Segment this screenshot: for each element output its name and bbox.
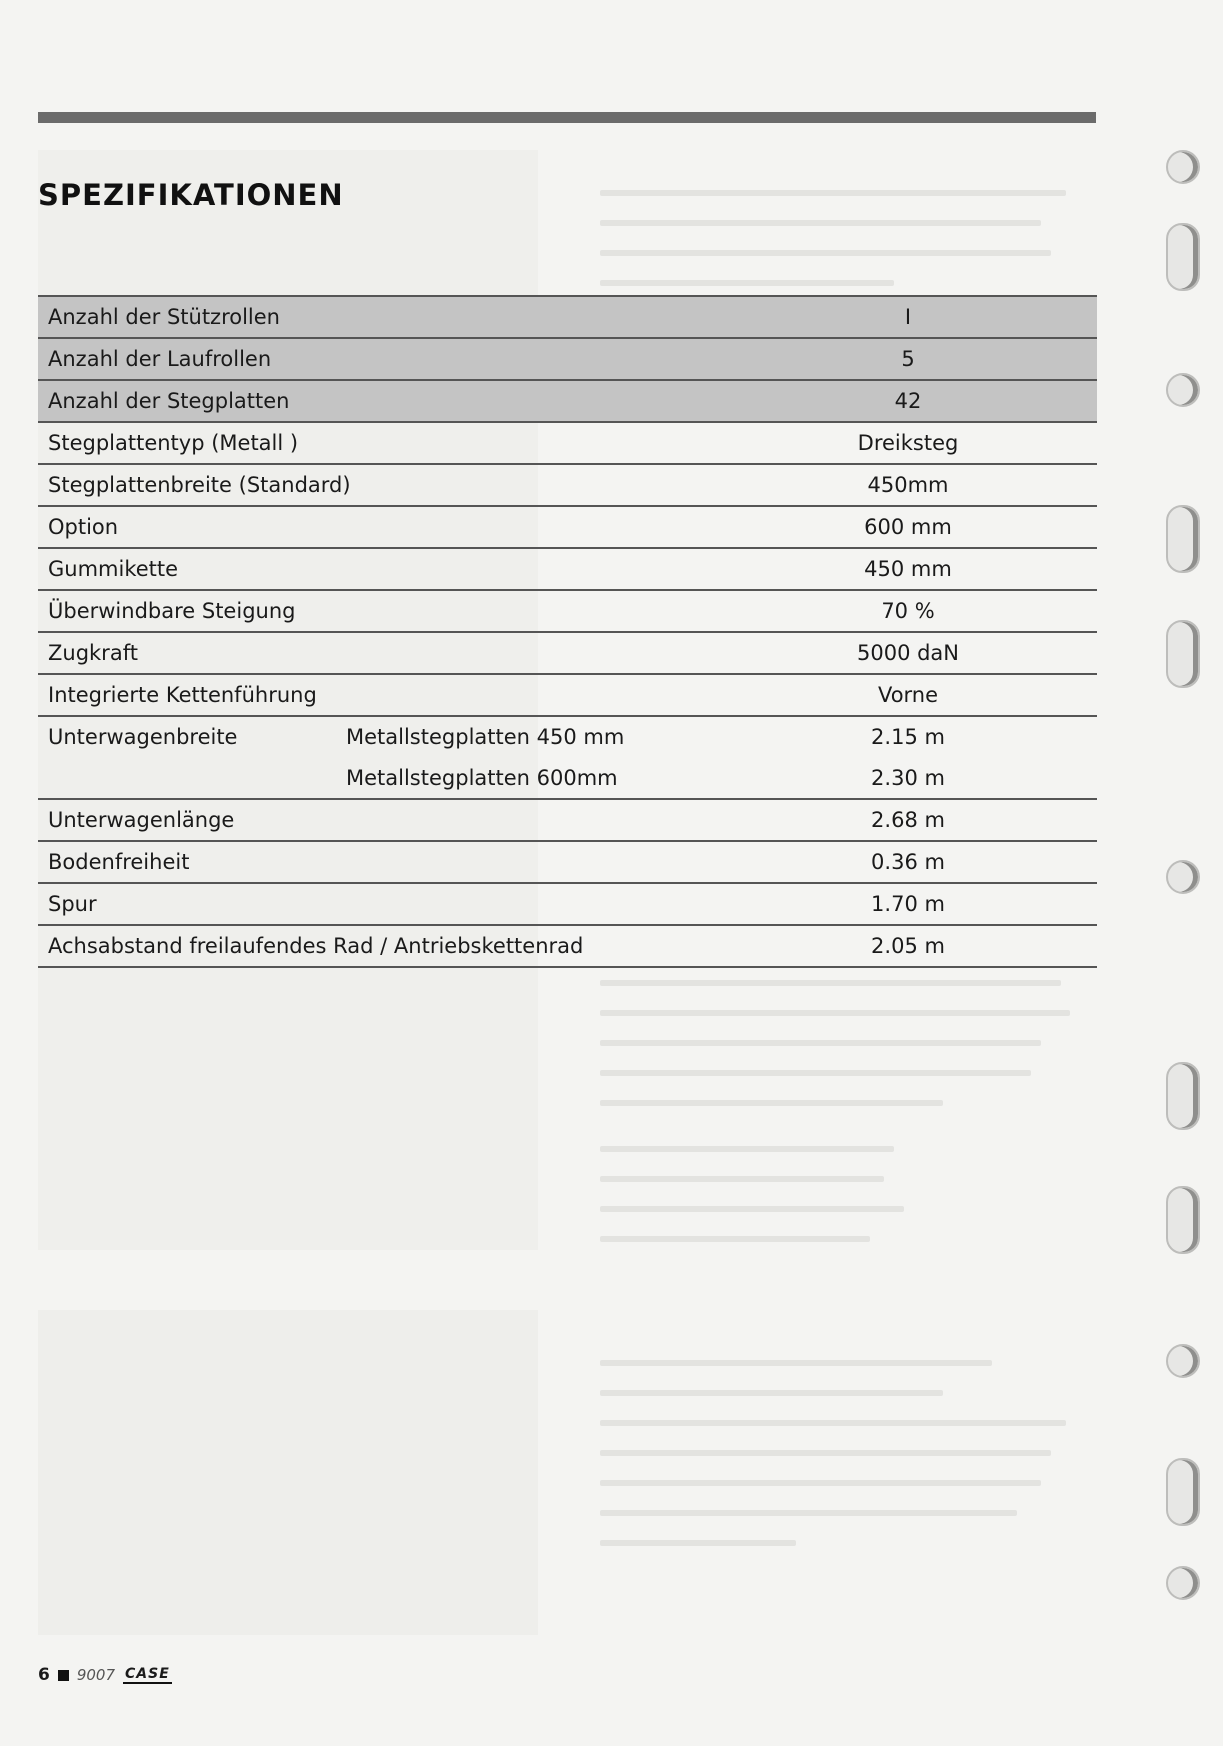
table-row — [38, 633, 1097, 675]
binder-hole — [1166, 1062, 1200, 1130]
row-value: 5000 daN — [856, 641, 960, 665]
row-value: 450 mm — [864, 557, 952, 581]
table-row — [38, 339, 1097, 381]
row-label: Integrierte Kettenführung — [48, 683, 317, 707]
row-label: Zugkraft — [48, 641, 138, 665]
row-value: 42 — [894, 389, 922, 413]
table-row — [38, 884, 1097, 926]
table-row — [38, 717, 1097, 758]
binder-hole — [1166, 223, 1200, 291]
row-value: 70 % — [881, 599, 935, 623]
row-label: Anzahl der Stegplatten — [48, 389, 290, 413]
page-footer — [38, 1665, 172, 1685]
row-label: Spur — [48, 892, 97, 916]
table-row — [38, 800, 1097, 842]
table-row — [38, 675, 1097, 717]
binder-hole — [1166, 1566, 1200, 1600]
table-row — [38, 549, 1097, 591]
row-value: 5 — [901, 347, 915, 371]
row-label: Überwindbare Steigung — [48, 599, 296, 623]
brand-logo: CASE — [125, 1666, 170, 1682]
binder-hole — [1166, 1458, 1200, 1526]
binder-hole — [1166, 1344, 1200, 1378]
row-sublabel: Metallstegplatten 600mm — [346, 766, 618, 790]
binder-hole — [1166, 620, 1200, 688]
row-value: 600 mm — [864, 515, 952, 539]
model-number: 9007 — [76, 1666, 116, 1684]
row-label: Option — [48, 515, 119, 539]
binder-hole — [1166, 1186, 1200, 1254]
page-title: SPEZIFIKATIONEN — [38, 178, 344, 212]
show-through-text-lower — [600, 980, 1090, 1266]
specifications-table — [38, 295, 1097, 968]
row-sublabel: Metallstegplatten 450 mm — [346, 725, 625, 749]
row-value: 2.15 m — [871, 725, 945, 749]
row-value: 450mm — [867, 473, 949, 497]
binder-hole — [1166, 505, 1200, 573]
row-value: 1.70 m — [871, 892, 945, 916]
row-label: Bodenfreiheit — [48, 850, 190, 874]
show-through-text-right — [600, 190, 1090, 310]
row-label: Stegplattenbreite (Standard) — [48, 473, 351, 497]
table-row — [38, 758, 1097, 800]
table-row — [38, 591, 1097, 633]
row-label: Unterwagenbreite — [48, 725, 238, 749]
table-row — [38, 842, 1097, 884]
row-value: Vorne — [877, 683, 939, 707]
row-value: I — [904, 305, 912, 329]
row-label: Achsabstand freilaufendes Rad / Antriebskettenrad — [48, 934, 584, 958]
binder-hole — [1166, 860, 1200, 894]
header-rule — [38, 112, 1096, 123]
page-number: 6 — [38, 1665, 50, 1685]
row-label: Anzahl der Laufrollen — [48, 347, 272, 371]
row-value: Dreiksteg — [857, 431, 959, 455]
row-value: 0.36 m — [871, 850, 945, 874]
show-through-text-bottom — [600, 1360, 1090, 1570]
square-bullet-icon — [58, 1670, 69, 1681]
row-label: Unterwagenlänge — [48, 808, 235, 832]
show-through-photo-bottom — [38, 1310, 538, 1635]
table-row — [38, 297, 1097, 339]
row-value: 2.05 m — [871, 934, 945, 958]
row-label: Stegplattentyp (Metall ) — [48, 431, 299, 455]
row-value: 2.68 m — [871, 808, 945, 832]
table-row — [38, 381, 1097, 423]
table-row — [38, 926, 1097, 968]
row-value: 2.30 m — [871, 766, 945, 790]
table-row — [38, 423, 1097, 465]
binder-hole — [1166, 150, 1200, 184]
binder-hole — [1166, 373, 1200, 407]
table-row — [38, 507, 1097, 549]
row-label: Anzahl der Stützrollen — [48, 305, 280, 329]
table-row — [38, 465, 1097, 507]
row-label: Gummikette — [48, 557, 179, 581]
